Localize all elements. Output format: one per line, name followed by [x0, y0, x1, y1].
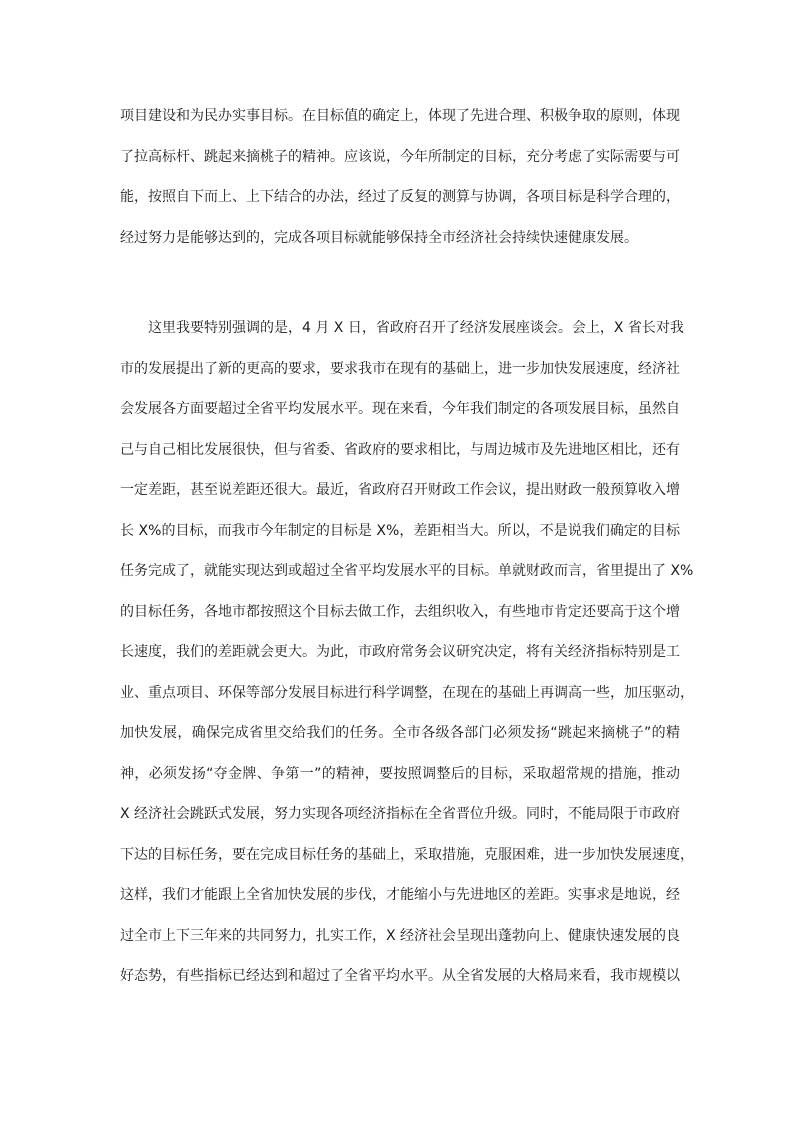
- paragraph-line: 下达的目标任务，要在完成目标任务的基础上，采取措施，克服困难，进一步加快发展速度，: [120, 846, 694, 863]
- paragraph-line: 会发展各方面要超过全省平均发展水平。现在来看，今年我们制定的各项发展目标，虽然自: [120, 401, 680, 417]
- paragraph-line: 的目标任务，各地市都按照这个目标去做工作，去组织收入，有些地市肯定还要高于这个增: [120, 603, 680, 620]
- paragraph-line: 长速度，我们的差距就会更大。为此，市政府常务会议研究决定，将有关经济指标特别是工: [120, 644, 680, 660]
- paragraph-line: 神，必须发扬“夺金牌、争第一”的精神，要按照调整后的目标，采取超常规的措施，推动: [120, 765, 680, 782]
- paragraph-line: 了拉高标杆、跳起来摘桃子的精神。应该说，今年所制定的目标，充分考虑了实际需要与可: [120, 148, 680, 165]
- paragraph-line: 一定差距，甚至说差距还很大。最近，省政府召开财政工作会议，提出财政一般预算收入增: [120, 482, 680, 498]
- paragraph-line: 己与自己相比发展很快，但与省委、省政府的要求相比，与周边城市及先进地区相比，还有: [120, 441, 680, 458]
- paragraph-line: 业、重点项目、环保等部分发展目标进行科学调整，在现在的基础上再调高一些，加压驱动，: [120, 684, 694, 701]
- paragraph-line: 市的发展提出了新的更高的要求，要求我市在现有的基础上，进一步加快发展速度，经济社: [120, 360, 680, 377]
- paragraph-line: 经过努力是能够达到的，完成各项目标就能够保持全市经济社会持续快速健康发展。: [120, 229, 638, 246]
- paragraph-line: X 经济社会跳跃式发展，努力实现各项经济指标在全省晋位升级。同时，不能局限于市政府: [120, 806, 681, 822]
- paragraph-line: 项目建设和为民办实事目标。在目标值的确定上，体现了先进合理、积极争取的原则，体现: [120, 108, 680, 124]
- paragraph-line: 好态势，有些指标已经达到和超过了全省平均水平。从全省发展的大格局来看，我市规模以: [120, 968, 680, 984]
- paragraph-line: 加快发展，确保完成省里交给我们的任务。全市各级各部门必须发扬“跳起来摘桃子”的精: [120, 725, 680, 741]
- paragraph-1: [120, 96, 680, 258]
- paragraph-line: 任务完成了，就能实现达到或超过全省平均发展水平的目标。单就财政而言，省里提出了 X%: [120, 563, 694, 579]
- paragraph-line: 这样，我们才能跟上全省加快发展的步伐，才能缩小与先进地区的差距。实事求是地说，经: [120, 887, 680, 903]
- paragraph-line: 过全市上下三年来的共同努力，扎实工作，X 经济社会呈现出蓬勃向上、健康快速发展的良: [120, 927, 681, 944]
- paragraph-line: 长 X%的目标，而我市今年制定的目标是 X%，差距相当大。所以，不是说我们确定的目标: [120, 522, 680, 539]
- paragraph-line: 能，按照自下而上、上下结合的办法，经过了反复的测算与协调，各项目标是科学合理的，: [120, 189, 680, 205]
- paragraph-line: 这里我要特别强调的是，4 月 X 日，省政府召开了经济发展座谈会。会上，X 省长对我: [148, 320, 684, 336]
- paragraph-2: [120, 308, 694, 997]
